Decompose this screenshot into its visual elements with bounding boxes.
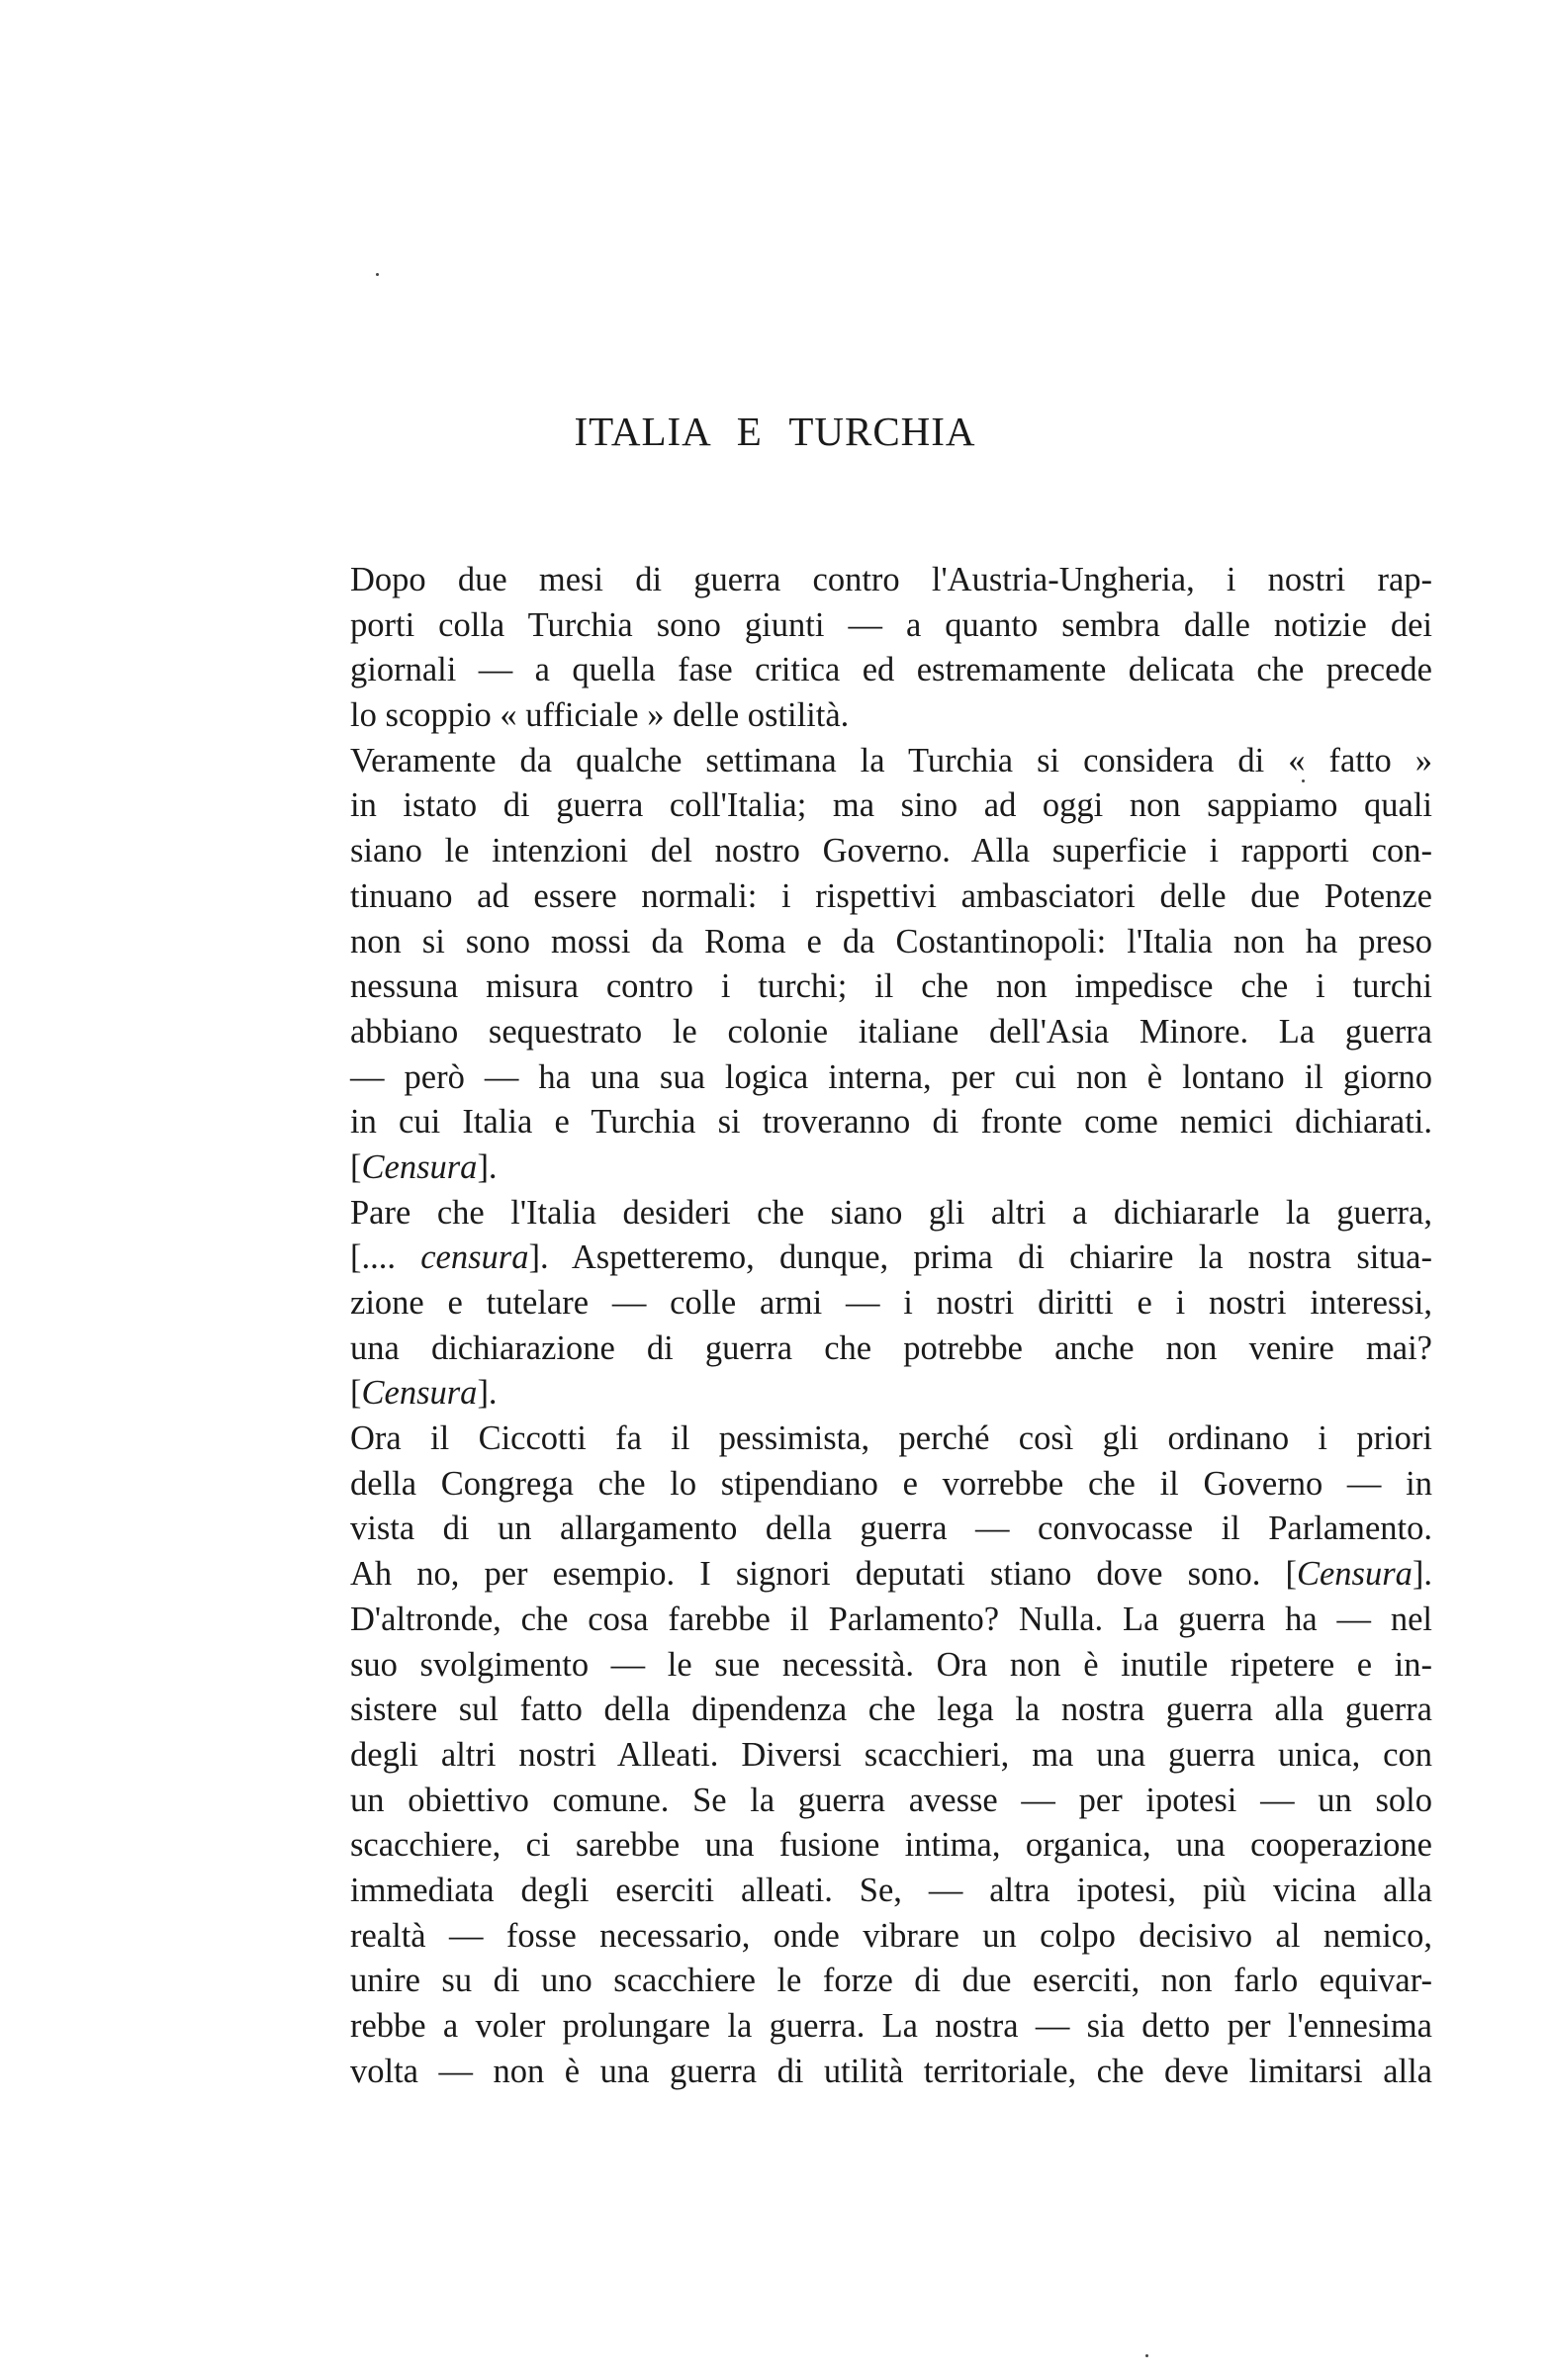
text-line: — però — ha una sua logica interna, per cui non è lontano il giorno bbox=[350, 1057, 1432, 1096]
text-line: unire su di uno scacchiere le forze di due eserciti, non farlo equivar- bbox=[350, 1962, 1432, 2000]
text-line: degli altri nostri Alleati. Diversi scacchieri, ma una guerra unica, con bbox=[350, 1735, 1432, 1774]
text-line: tinuano ad essere normali: i rispettivi ambasciatori delle due Potenze bbox=[350, 876, 1432, 915]
text-line: un obiettivo comune. Se la guerra avesse — per ipotesi — un solo bbox=[350, 1781, 1432, 1819]
text-line: giornali — a quella fase critica ed estremamente delicata che precede bbox=[350, 651, 1432, 689]
text-line: [Censura]. bbox=[350, 1147, 498, 1186]
text-line: Ah no, per esempio. I signori deputati stiano dove sono. [Censura]. bbox=[350, 1555, 1432, 1594]
page-speck bbox=[376, 273, 379, 276]
text-line: sistere sul fatto della dipendenza che lega la nostra guerra alla guerra bbox=[350, 1691, 1432, 1729]
text-line: realtà — fosse necessario, onde vibrare un colpo decisivo al nemico, bbox=[350, 1916, 1432, 1955]
page-title: ITALIA E TURCHIA bbox=[574, 409, 976, 454]
text-line: Dopo due mesi di guerra contro l'Austria-Ungheria, i nostri rap- bbox=[350, 561, 1432, 598]
text-line: siano le intenzioni del nostro Governo. Alla superficie i rapporti con- bbox=[350, 832, 1432, 870]
text-line: una dichiarazione di guerra che potrebbe anche non venire mai? bbox=[350, 1328, 1432, 1367]
page-speck bbox=[1145, 2354, 1148, 2357]
text-line: non si sono mossi da Roma e da Costantinopoli: l'Italia non ha preso bbox=[350, 922, 1432, 961]
text-line: porti colla Turchia sono giunti — a quanto sembra dalle notizie dei bbox=[350, 605, 1432, 644]
text-line: in istato di guerra coll'Italia; ma sino ad oggi non sappiamo quali bbox=[350, 786, 1432, 825]
text-line: vista di un allargamento della guerra — convocasse il Parlamento. bbox=[350, 1510, 1432, 1548]
text-line: lo scoppio « ufficiale » delle ostilità. bbox=[350, 696, 850, 735]
text-line: nessuna misura contro i turchi; il che non impedisce che i turchi bbox=[350, 967, 1432, 1006]
text-line: rebbe a voler prolungare la guerra. La nostra — sia detto per l'ennesima bbox=[350, 2007, 1432, 2045]
page-speck bbox=[1302, 779, 1305, 782]
text-line: [.... censura]. Aspetteremo, dunque, prima di chiarire la nostra situa- bbox=[350, 1238, 1432, 1277]
text-line: abbiano sequestrato le colonie italiane dell'Asia Minore. La guerra bbox=[350, 1012, 1432, 1051]
text-line: immediata degli eserciti alleati. Se, — altra ipotesi, più vicina alla bbox=[350, 1871, 1432, 1909]
text-line: Pare che l'Italia desideri che siano gli altri a dichiararle la guerra, bbox=[350, 1193, 1432, 1232]
text-line: volta — non è una guerra di utilità territoriale, che deve limitarsi alla bbox=[350, 2052, 1432, 2090]
text-line: della Congrega che lo stipendiano e vorrebbe che il Governo — in bbox=[350, 1464, 1432, 1503]
text-line: D'altronde, che cosa farebbe il Parlamento? Nulla. La guerra ha — nel bbox=[350, 1600, 1432, 1638]
text-line: zione e tutelare — colle armi — i nostri diritti e i nostri interessi, bbox=[350, 1284, 1432, 1322]
text-line: Ora il Ciccotti fa il pessimista, perché così gli ordinano i priori bbox=[350, 1419, 1432, 1458]
text-line: in cui Italia e Turchia si troveranno di fronte come nemici dichiarati. bbox=[350, 1103, 1432, 1142]
text-line: Veramente da qualche settimana la Turchia si considera di « fatto » bbox=[350, 741, 1432, 779]
text-line: suo svolgimento — le sue necessità. Ora non è inutile ripetere e in- bbox=[350, 1645, 1432, 1684]
text-line: scacchiere, ci sarebbe una fusione intima, organica, una cooperazione bbox=[350, 1826, 1432, 1865]
article-body bbox=[350, 558, 1432, 2094]
text-line: [Censura]. bbox=[350, 1374, 498, 1413]
